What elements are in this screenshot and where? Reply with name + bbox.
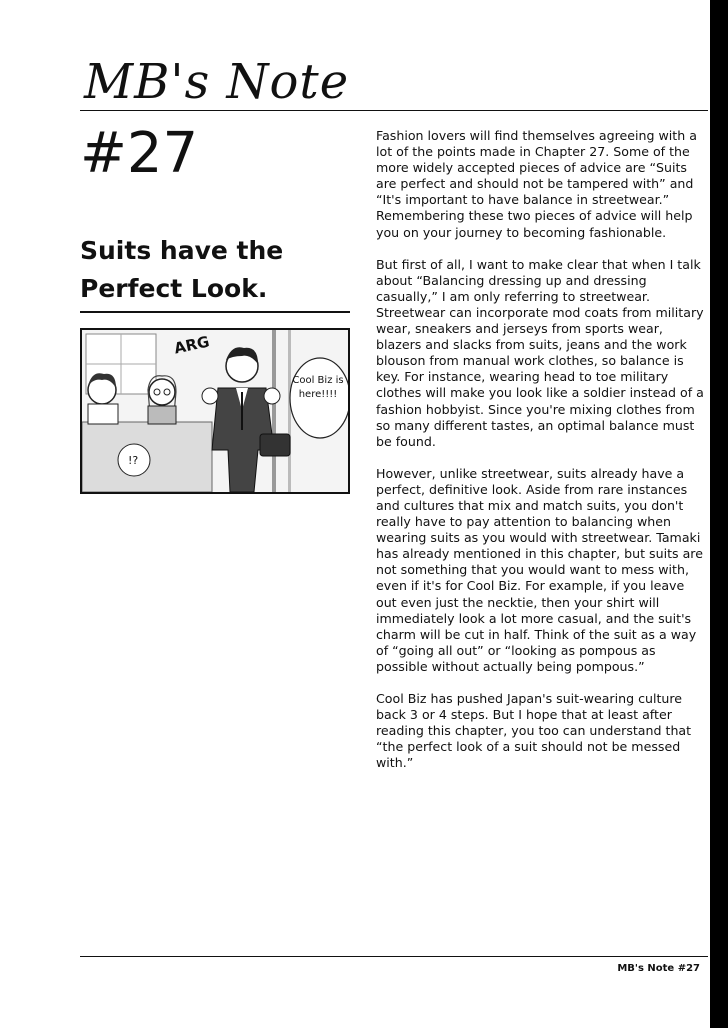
paragraph: However, unlike streetwear, suits already have a perfect, definitive look. Aside from rare instances and cultures that mix and match suits, you don't really have to pay attention to balancing when wearing suits as you would with streetwear. Tamaki has already mentioned in this chapter, but suits are not something that you would want to mess with, even if it's for Cool Biz. For example, if you leave out even just the necktie, then your shirt will immediately look a lot more casual, and the suit's charm will be cut in half. Think of the suit as a way of “going all out” or “looking as pompous as possible without actually being pompous.” <box>376 465 703 674</box>
subtitle-divider <box>80 311 350 313</box>
footer-divider <box>80 956 708 957</box>
article-body <box>376 128 706 787</box>
manga-panel <box>80 328 350 494</box>
page-title: MB's Note <box>84 54 350 110</box>
page-edge-bar <box>710 0 728 1028</box>
paragraph: Fashion lovers will find themselves agreeing with a lot of the points made in Chapter 27. Some of the more widely accepted pieces of advice are “Suits are perfect and should not be tampered with” and “It's important to have balance in streetwear.” Remembering these two pieces of advice will help you on your journey to becoming fashionable. <box>376 128 697 240</box>
sound-effect-text: ARG <box>172 332 211 358</box>
manga-illustration <box>82 330 348 492</box>
chapter-subtitle: Suits have the Perfect Look. <box>80 236 284 303</box>
chapter-number: #27 <box>80 121 199 186</box>
title-divider <box>80 110 708 111</box>
speech-bubble-text: Cool Biz is here!!!! <box>292 375 344 400</box>
paragraph: Streetwear can incorporate mod coats from military wear, sneakers and jerseys from sports wear, blazers and slacks from suits, jeans and the work blouson from manual work clothes, so balance is key. For instance, wearing head to toe military clothes will make you look like a soldier instead of a fashion hobbyist. Since you're mixing clothes from so many different tastes, an optimal balance must be found. <box>376 304 704 449</box>
small-bubble-text: !? <box>128 454 139 467</box>
paragraph: But first of all, I want to make clear that when I talk about “Balancing dressing up and dressing casually,” I am only referring to streetwear. <box>376 256 701 304</box>
paragraph: Cool Biz has pushed Japan's suit-wearing culture back 3 or 4 steps. But I hope that at least after reading this chapter, you too can understand that “the perfect look of a suit should not be messed with.” <box>376 691 692 771</box>
footer-label: MB's Note #27 <box>617 963 700 974</box>
